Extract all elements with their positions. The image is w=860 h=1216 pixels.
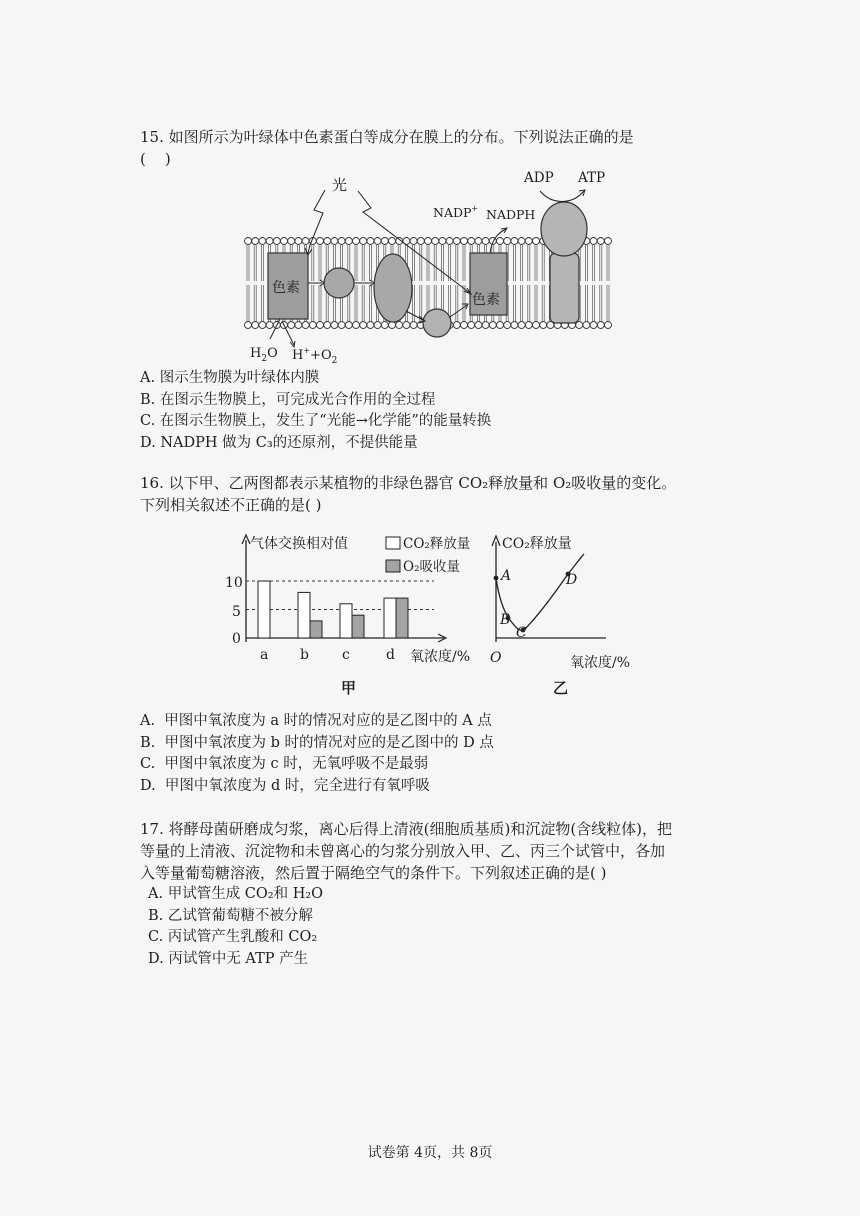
lipid-head — [281, 238, 288, 245]
membrane-diagram — [240, 165, 620, 367]
jia-ylabel: 气体交换相对值 — [250, 536, 348, 552]
lipid-head — [583, 322, 590, 329]
lipid-head — [468, 238, 475, 245]
yi-ylabel: CO₂释放量 — [502, 536, 572, 552]
lipid-head — [345, 322, 352, 329]
q17-stem-line2: 等量的上清液、沉淀物和未曾离心的匀浆分别放入甲、乙、丙三个试管中，各加 — [140, 842, 666, 860]
lipid-head — [482, 238, 489, 245]
lipid-head — [425, 238, 432, 245]
lipid-head — [252, 322, 259, 329]
lipid-head — [252, 238, 259, 245]
lipid-head — [605, 238, 612, 245]
lipid-head — [317, 238, 324, 245]
yi-origin: O — [490, 650, 502, 666]
lipid-head — [432, 238, 439, 245]
lipid-head — [367, 238, 374, 245]
lipid-head — [511, 322, 518, 329]
q16-options — [140, 711, 730, 797]
q17-option-a[interactable]: A. 甲试管生成 CO₂和 H₂O — [148, 886, 324, 902]
lipid-head — [259, 322, 266, 329]
legend-o2-swatch — [386, 560, 400, 572]
lipid-head — [324, 238, 331, 245]
bar-co2-d — [384, 598, 396, 638]
lipid-head — [288, 322, 295, 329]
lipid-head — [317, 322, 324, 329]
lipid-head — [475, 238, 482, 245]
light-label: 光 — [332, 176, 348, 194]
atp-synthase-stalk — [550, 253, 579, 323]
lipid-head — [309, 322, 316, 329]
lipid-head — [576, 322, 583, 329]
lipid-head — [345, 238, 352, 245]
lipid-head — [453, 238, 460, 245]
pigment-right-label: 色素 — [472, 292, 500, 308]
lipid-head — [302, 322, 309, 329]
lipid-head — [525, 322, 532, 329]
jia-xtick-c: c — [342, 647, 350, 663]
yi-label-a: A — [501, 568, 512, 584]
q15-option-c[interactable]: C. 在图示生物膜上，发生了“光能→化学能”的能量转换 — [140, 413, 492, 429]
lipid-head — [360, 238, 367, 245]
lipid-head — [417, 238, 424, 245]
lipid-head — [403, 322, 410, 329]
lipid-head — [374, 238, 381, 245]
jia-ytick-5: 5 — [232, 604, 241, 620]
carrier-circle-2 — [423, 309, 451, 337]
lipid-head — [331, 322, 338, 329]
yi-xlabel: 氧浓度/% — [570, 655, 631, 671]
lipid-head — [597, 238, 604, 245]
q16-option-d[interactable]: D. 甲图中氧浓度为 d 时，完全进行有氧呼吸 — [140, 777, 430, 794]
lipid-head — [453, 322, 460, 329]
lipid-head — [446, 238, 453, 245]
lipid-head — [475, 322, 482, 329]
q17-option-c[interactable]: C. 丙试管产生乳酸和 CO₂ — [148, 929, 318, 945]
jia-xlabel: 氧浓度/% — [410, 649, 471, 665]
bar-o2-b — [310, 621, 322, 638]
bar-co2-a — [258, 581, 270, 638]
q15-option-d[interactable]: D. NADPH 做为 C₃的还原剂，不提供能量 — [140, 434, 418, 451]
atp-synthase-head — [541, 202, 587, 256]
legend-co2-label: CO₂释放量 — [403, 536, 471, 552]
lipid-head — [367, 322, 374, 329]
atp-label: ATP — [578, 170, 606, 186]
lipid-head — [590, 322, 597, 329]
lipid-head — [504, 238, 511, 245]
h2o-label: $H_2O$ — [250, 346, 278, 364]
adp-label: ADP — [524, 170, 554, 186]
q16-stem-line1: 16. 以下甲、乙两图都表示某植物的非绿色器官 CO₂释放量和 O₂吸收量的变化。 — [140, 474, 677, 492]
jia-xtick-d: d — [386, 647, 395, 663]
nadp-label: NADP+ — [433, 204, 479, 220]
legend-o2-label: O₂吸收量 — [403, 559, 460, 575]
q15-option-b[interactable]: B. 在图示生物膜上，可完成光合作用的全过程 — [140, 391, 436, 408]
q16-stem-line2: 下列相关叙述不正确的是( ) — [140, 496, 322, 514]
question-15 — [140, 127, 730, 170]
q15-stem-line2: ( ) — [140, 149, 171, 168]
lipid-head — [288, 238, 295, 245]
lipid-head — [504, 322, 511, 329]
lipid-head — [338, 238, 345, 245]
q15-option-a[interactable]: A. 图示生物膜为叶绿体内膜 — [140, 370, 320, 386]
q17-stem-line1: 17. 将酵母菌研磨成匀浆，离心后得上清液(细胞质基质)和沉淀物(含线粒体)，把 — [140, 820, 673, 838]
yi-label-b: B — [500, 612, 511, 628]
lipid-head — [518, 238, 525, 245]
lipid-head — [511, 238, 518, 245]
lipid-head — [324, 322, 331, 329]
lipid-head — [468, 322, 475, 329]
q15-options — [140, 368, 730, 454]
yi-caption: 乙 — [553, 679, 569, 697]
lipid-head — [245, 322, 252, 329]
question-16 — [140, 472, 740, 516]
lipid-head — [353, 322, 360, 329]
lipid-head — [410, 322, 417, 329]
lipid-head — [266, 322, 273, 329]
lipid-head — [259, 238, 266, 245]
lipid-head — [266, 238, 273, 245]
bar-o2-c — [352, 615, 364, 638]
hplus-o2-label: $H^++O_2$ — [292, 346, 338, 366]
lipid-head — [597, 322, 604, 329]
lipid-head — [461, 238, 468, 245]
q16-option-c[interactable]: C. 甲图中氧浓度为 c 时，无氧呼吸不是最弱 — [140, 756, 429, 772]
jia-caption: 甲 — [341, 679, 357, 697]
q15-stem-line1: 15. 如图所示为叶绿体中色素蛋白等成分在膜上的分布。下列说法正确的是 — [140, 128, 634, 146]
lipid-head — [533, 238, 540, 245]
lipid-head — [381, 322, 388, 329]
jia-ytick-10: 10 — [225, 575, 243, 591]
bar-co2-b — [298, 592, 310, 638]
q17-stem-line3: 入等量葡萄糖溶液，然后置于隔绝空气的条件下。下列叙述正确的是( ) — [140, 864, 607, 882]
yi-point-a — [494, 576, 499, 581]
pigment-left-label: 色素 — [272, 280, 300, 296]
lipid-head — [590, 238, 597, 245]
lipid-head — [295, 238, 302, 245]
lipid-head — [389, 238, 396, 245]
yi-label-c: C — [516, 625, 527, 641]
lipid-head — [461, 322, 468, 329]
lipid-head — [374, 322, 381, 329]
lipid-head — [518, 322, 525, 329]
lipid-head — [489, 322, 496, 329]
jia-xtick-b: b — [300, 647, 309, 663]
q17-option-b[interactable]: B. 乙试管葡萄糖不被分解 — [148, 907, 313, 924]
q16-option-b[interactable]: B. 甲图中氧浓度为 b 时的情况对应的是乙图中的 D 点 — [140, 734, 494, 751]
lipid-head — [482, 322, 489, 329]
lipid-head — [295, 322, 302, 329]
lipid-head — [497, 238, 504, 245]
lipid-head — [273, 238, 280, 245]
nadph-label: NADPH — [486, 207, 536, 222]
lipid-head — [338, 322, 345, 329]
carrier-circle-1 — [324, 268, 354, 298]
q16-option-a[interactable]: A. 甲图中氧浓度为 a 时的情况对应的是乙图中的 A 点 — [140, 713, 492, 729]
lipid-head — [331, 238, 338, 245]
q17-option-d[interactable]: D. 丙试管中无 ATP 产生 — [148, 950, 309, 967]
lipid-head — [360, 322, 367, 329]
lipid-head — [540, 322, 547, 329]
jia-ytick-0: 0 — [232, 631, 241, 647]
bar-o2-d — [396, 598, 408, 638]
lipid-head — [497, 322, 504, 329]
carrier-ellipse — [374, 254, 412, 322]
lipid-head — [533, 322, 540, 329]
q17-options — [148, 884, 738, 970]
lipid-head — [381, 238, 388, 245]
lipid-head — [245, 238, 252, 245]
lipid-head — [410, 238, 417, 245]
question-17 — [140, 818, 740, 884]
lipid-head — [302, 238, 309, 245]
yi-label-d: D — [566, 572, 578, 588]
lipid-head — [439, 238, 446, 245]
lipid-head — [525, 238, 532, 245]
jia-xtick-a: a — [260, 647, 269, 663]
lipid-head — [353, 238, 360, 245]
legend-co2-swatch — [386, 537, 400, 549]
lipid-head — [605, 322, 612, 329]
page-footer: 试卷第 4页，共 8页 — [367, 1145, 493, 1161]
chart-jia — [222, 530, 478, 700]
bar-co2-c — [340, 604, 352, 638]
lipid-head — [396, 322, 403, 329]
chart-yi — [484, 530, 644, 700]
